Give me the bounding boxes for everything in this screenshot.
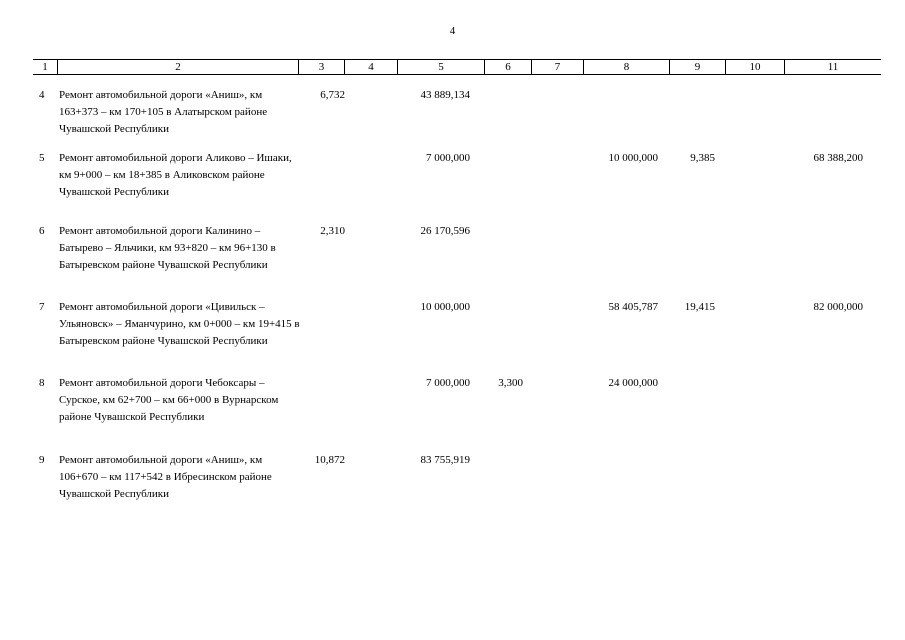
header-col-2: 2 xyxy=(175,61,181,73)
road-description: Ремонт автомобильной дороги «Аниш», км 106+670 – км 117+542 в Ибресинском районе Чувашской Республики xyxy=(59,454,272,500)
col-5-value: 7 000,000 xyxy=(426,377,470,389)
col-3-value: 6,732 xyxy=(320,89,345,101)
road-description: Ремонт автомобильной дороги Чебоксары – Сурское, км 62+700 – км 66+000 в Вурнарском районе Чувашской Республики xyxy=(59,377,279,423)
header-col-4: 4 xyxy=(368,61,374,73)
header-col-5: 5 xyxy=(438,61,444,73)
col-11-value: 82 000,000 xyxy=(813,301,863,313)
header-col-3: 3 xyxy=(318,61,325,73)
page-number: 4 xyxy=(449,25,456,37)
col-6-value: 3,300 xyxy=(498,377,523,389)
road-description: Ремонт автомобильной дороги «Аниш», км 163+373 – км 170+105 в Алатырском районе Чувашской Республики xyxy=(59,89,268,135)
col-5-value: 10 000,000 xyxy=(420,301,470,313)
col-11-value: 68 388,200 xyxy=(813,152,863,164)
road-description: Ремонт автомобильной дороги Калинино – Батырево – Яльчики, км 93+820 – км 96+130 в Батыревском районе Чувашской Республики xyxy=(59,225,276,271)
header-col-1: 1 xyxy=(42,61,48,73)
road-description: Ремонт автомобильной дороги «Цивильск – Ульяновск» – Яманчурино, км 0+000 – км 19+415 в Батыревском районе Чувашской Республики xyxy=(59,301,300,347)
header-col-10: 10 xyxy=(749,61,761,73)
col-8-value: 58 405,787 xyxy=(608,301,658,313)
table-header xyxy=(33,59,881,75)
header-col-11: 11 xyxy=(827,61,839,73)
row-number: 7 xyxy=(39,301,45,313)
col-3-value: 2,310 xyxy=(320,225,345,237)
col-5-value: 7 000,000 xyxy=(426,152,470,164)
col-8-value: 10 000,000 xyxy=(608,152,658,164)
row-number: 9 xyxy=(39,454,45,466)
row-number: 4 xyxy=(39,89,45,101)
col-5-value: 43 889,134 xyxy=(420,89,470,101)
row-number: 6 xyxy=(39,225,45,237)
row-number: 8 xyxy=(39,377,45,389)
header-col-9: 9 xyxy=(694,61,701,73)
header-col-7: 7 xyxy=(554,61,561,73)
road-description: Ремонт автомобильной дороги Аликово – Ишаки, км 9+000 – км 18+385 в Аликовском районе Чувашской Республики xyxy=(59,152,292,198)
header-col-8: 8 xyxy=(623,61,630,73)
col-5-value: 26 170,596 xyxy=(420,225,470,237)
col-3-value: 10,872 xyxy=(314,454,345,466)
col-8-value: 24 000,000 xyxy=(608,377,658,389)
header-col-6: 6 xyxy=(505,61,511,73)
col-9-value: 9,385 xyxy=(690,152,715,164)
col-5-value: 83 755,919 xyxy=(420,454,470,466)
col-9-value: 19,415 xyxy=(684,301,715,313)
row-number: 5 xyxy=(39,152,45,164)
